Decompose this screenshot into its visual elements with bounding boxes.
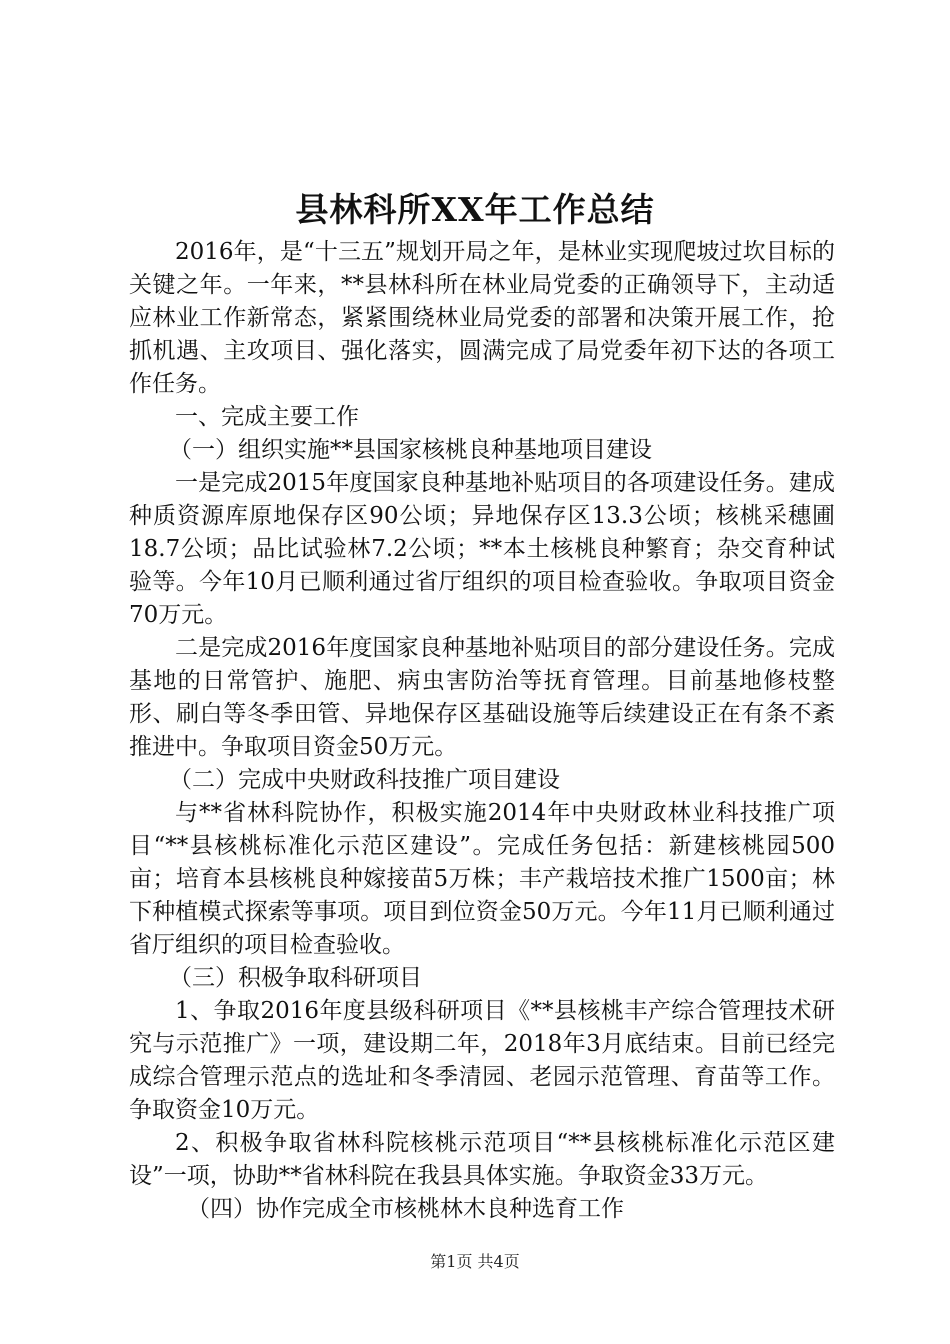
subsection-heading-2: （二）完成中央财政科技推广项目建设: [169, 767, 560, 793]
body-paragraph: 一是完成2015年度国家良种基地补贴项目的各项建设任务。建成种质资源库原地保存区90公顷；异地保存区13.3公顷；核桃采穗圃18.7公顷；品比试验林7.2公顷；**本土核桃良种繁育；杂交育种试验等。今年10月已顺利通过省厅组织的项目检查验收。争取项目资金70万元。: [129, 470, 835, 628]
document-body: [129, 236, 835, 1226]
document-title: 县林科所XX年工作总结: [295, 190, 655, 229]
body-paragraph: 与**省林科院协作，积极实施2014年中央财政林业科技推广项目“**县核桃标准化示范区建设”。完成任务包括：新建核桃园500亩；培育本县核桃良种嫁接苗5万株；丰产栽培技术推广1500亩；林下种植模式探索等事项。项目到位资金50万元。今年11月已顺利通过省厅组织的项目检查验收。: [129, 800, 835, 958]
subsection-heading-1: （一）组织实施**县国家核桃良种基地项目建设: [169, 437, 652, 463]
body-paragraph: 2、积极争取省林科院核桃示范项目“**县核桃标准化示范区建设”一项，协助**省林科院在我县具体实施。争取资金33万元。: [129, 1130, 835, 1189]
body-paragraph: 1、争取2016年度县级科研项目《**县核桃丰产综合管理技术研究与示范推广》一项，建设期二年，2018年3月底结束。目前已经完成综合管理示范点的选址和冬季清园、老园示范管理、育苗等工作。争取资金10万元。: [129, 998, 835, 1123]
subsection-heading-3: （三）积极争取科研项目: [169, 965, 422, 991]
section-heading-main-work: 一、完成主要工作: [175, 404, 359, 430]
body-paragraph: 二是完成2016年度国家良种基地补贴项目的部分建设任务。完成基地的日常管护、施肥、病虫害防治等抚育管理。目前基地修枝整形、刷白等冬季田管、异地保存区基础设施等后续建设正在有条不紊推进中。争取项目资金50万元。: [129, 635, 835, 760]
subsection-heading-4: （四）协作完成全市核桃林木良种选育工作: [187, 1196, 624, 1222]
page-number-footer: 第1页 共4页: [430, 1252, 520, 1271]
intro-paragraph: 2016年，是“十三五”规划开局之年，是林业实现爬坡过坎目标的关键之年。一年来，**县林科所在林业局党委的正确领导下，主动适应林业工作新常态，紧紧围绕林业局党委的部署和决策开展工作，抢抓机遇、主攻项目、强化落实，圆满完成了局党委年初下达的各项工作任务。: [129, 239, 835, 397]
